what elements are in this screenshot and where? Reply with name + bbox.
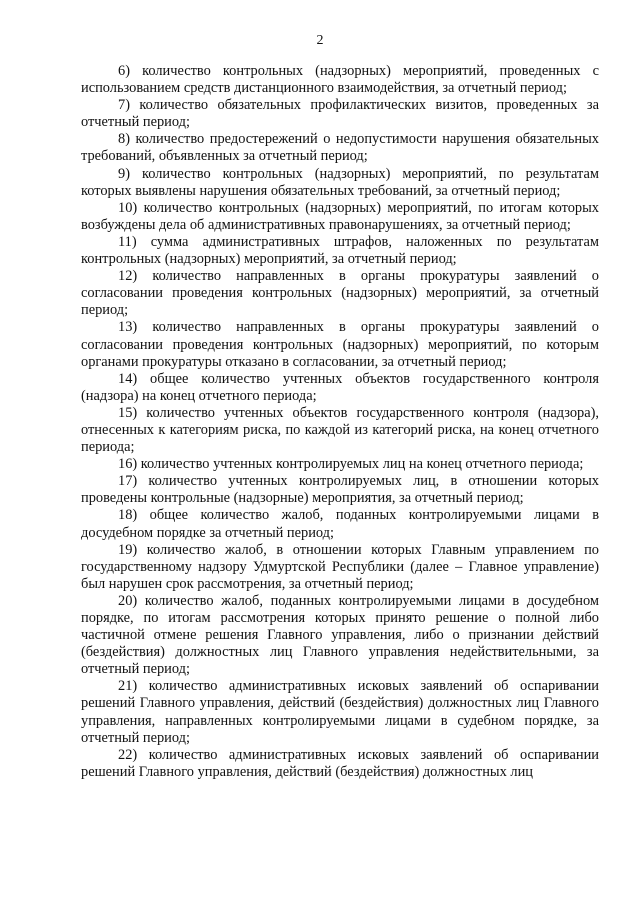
list-item: 15) количество учтенных объектов государственного контроля (надзора), отнесенных к категориям риска, по каждой из категорий риска, на конец отчетного периода; <box>81 404 599 456</box>
list-item: 17) количество учтенных контролируемых лиц, в отношении которых проведены контрольные (надзорные) мероприятия, за отчетный период; <box>81 473 599 507</box>
list-item: 9) количество контрольных (надзорных) мероприятий, по результатам которых выявлены нарушения обязательных требований, за отчетный период; <box>81 165 599 199</box>
list-item: 14) общее количество учтенных объектов государственного контроля (надзора) на конец отчетного периода; <box>81 370 599 404</box>
list-item: 22) количество административных исковых заявлений об оспаривании решений Главного управления, действий (бездействия) должностных лиц <box>81 746 599 780</box>
list-item: 6) количество контрольных (надзорных) мероприятий, проведенных с использованием средств дистанционного взаимодействия, за отчетный период; <box>81 63 599 97</box>
list-item: 10) количество контрольных (надзорных) мероприятий, по итогам которых возбуждены дела об административных правонарушениях, за отчетный период; <box>81 199 599 233</box>
list-item: 11) сумма административных штрафов, наложенных по результатам контрольных (надзорных) мероприятий, за отчетный период; <box>81 233 599 268</box>
list-item: 8) количество предостережений о недопустимости нарушения обязательных требований, объявленных за отчетный период; <box>81 131 599 165</box>
list-item: 13) количество направленных в органы прокуратуры заявлений о согласовании проведения контрольных (надзорных) мероприятий, по которым органами прокуратуры отказано в согласовании, за отчетный период; <box>81 319 599 370</box>
page-number: 2 <box>316 33 324 48</box>
document-body <box>81 63 599 781</box>
list-item: 7) количество обязательных профилактических визитов, проведенных за отчетный период; <box>81 97 599 131</box>
list-item: 12) количество направленных в органы прокуратуры заявлений о согласовании проведения контрольных (надзорных) мероприятий, за отчетный период; <box>81 268 599 319</box>
list-item: 19) количество жалоб, в отношении которых Главным управлением по государственному надзору Удмуртской Республики (далее – Главное управление) был нарушен срок рассмотрения, за отчетный период; <box>81 541 599 592</box>
list-item: 18) общее количество жалоб, поданных контролируемыми лицами в досудебном порядке за отчетный период; <box>81 507 599 541</box>
list-item: 21) количество административных исковых заявлений об оспаривании решений Главного управления, действий (бездействия) должностных лиц Главного управления, направленных контролируемыми лицами в судебном порядке, за отчетный период; <box>81 678 599 746</box>
list-item: 16) количество учтенных контролируемых лиц на конец отчетного периода; <box>118 456 584 473</box>
list-item: 20) количество жалоб, поданных контролируемыми лицами в досудебном порядке, по итогам рассмотрения которых принято решение о полной либо частичной отмене решения Главного управления, либо о признании действий (бездействия) должностных лиц Главного управления недействительными, за отчетный период; <box>81 592 599 678</box>
